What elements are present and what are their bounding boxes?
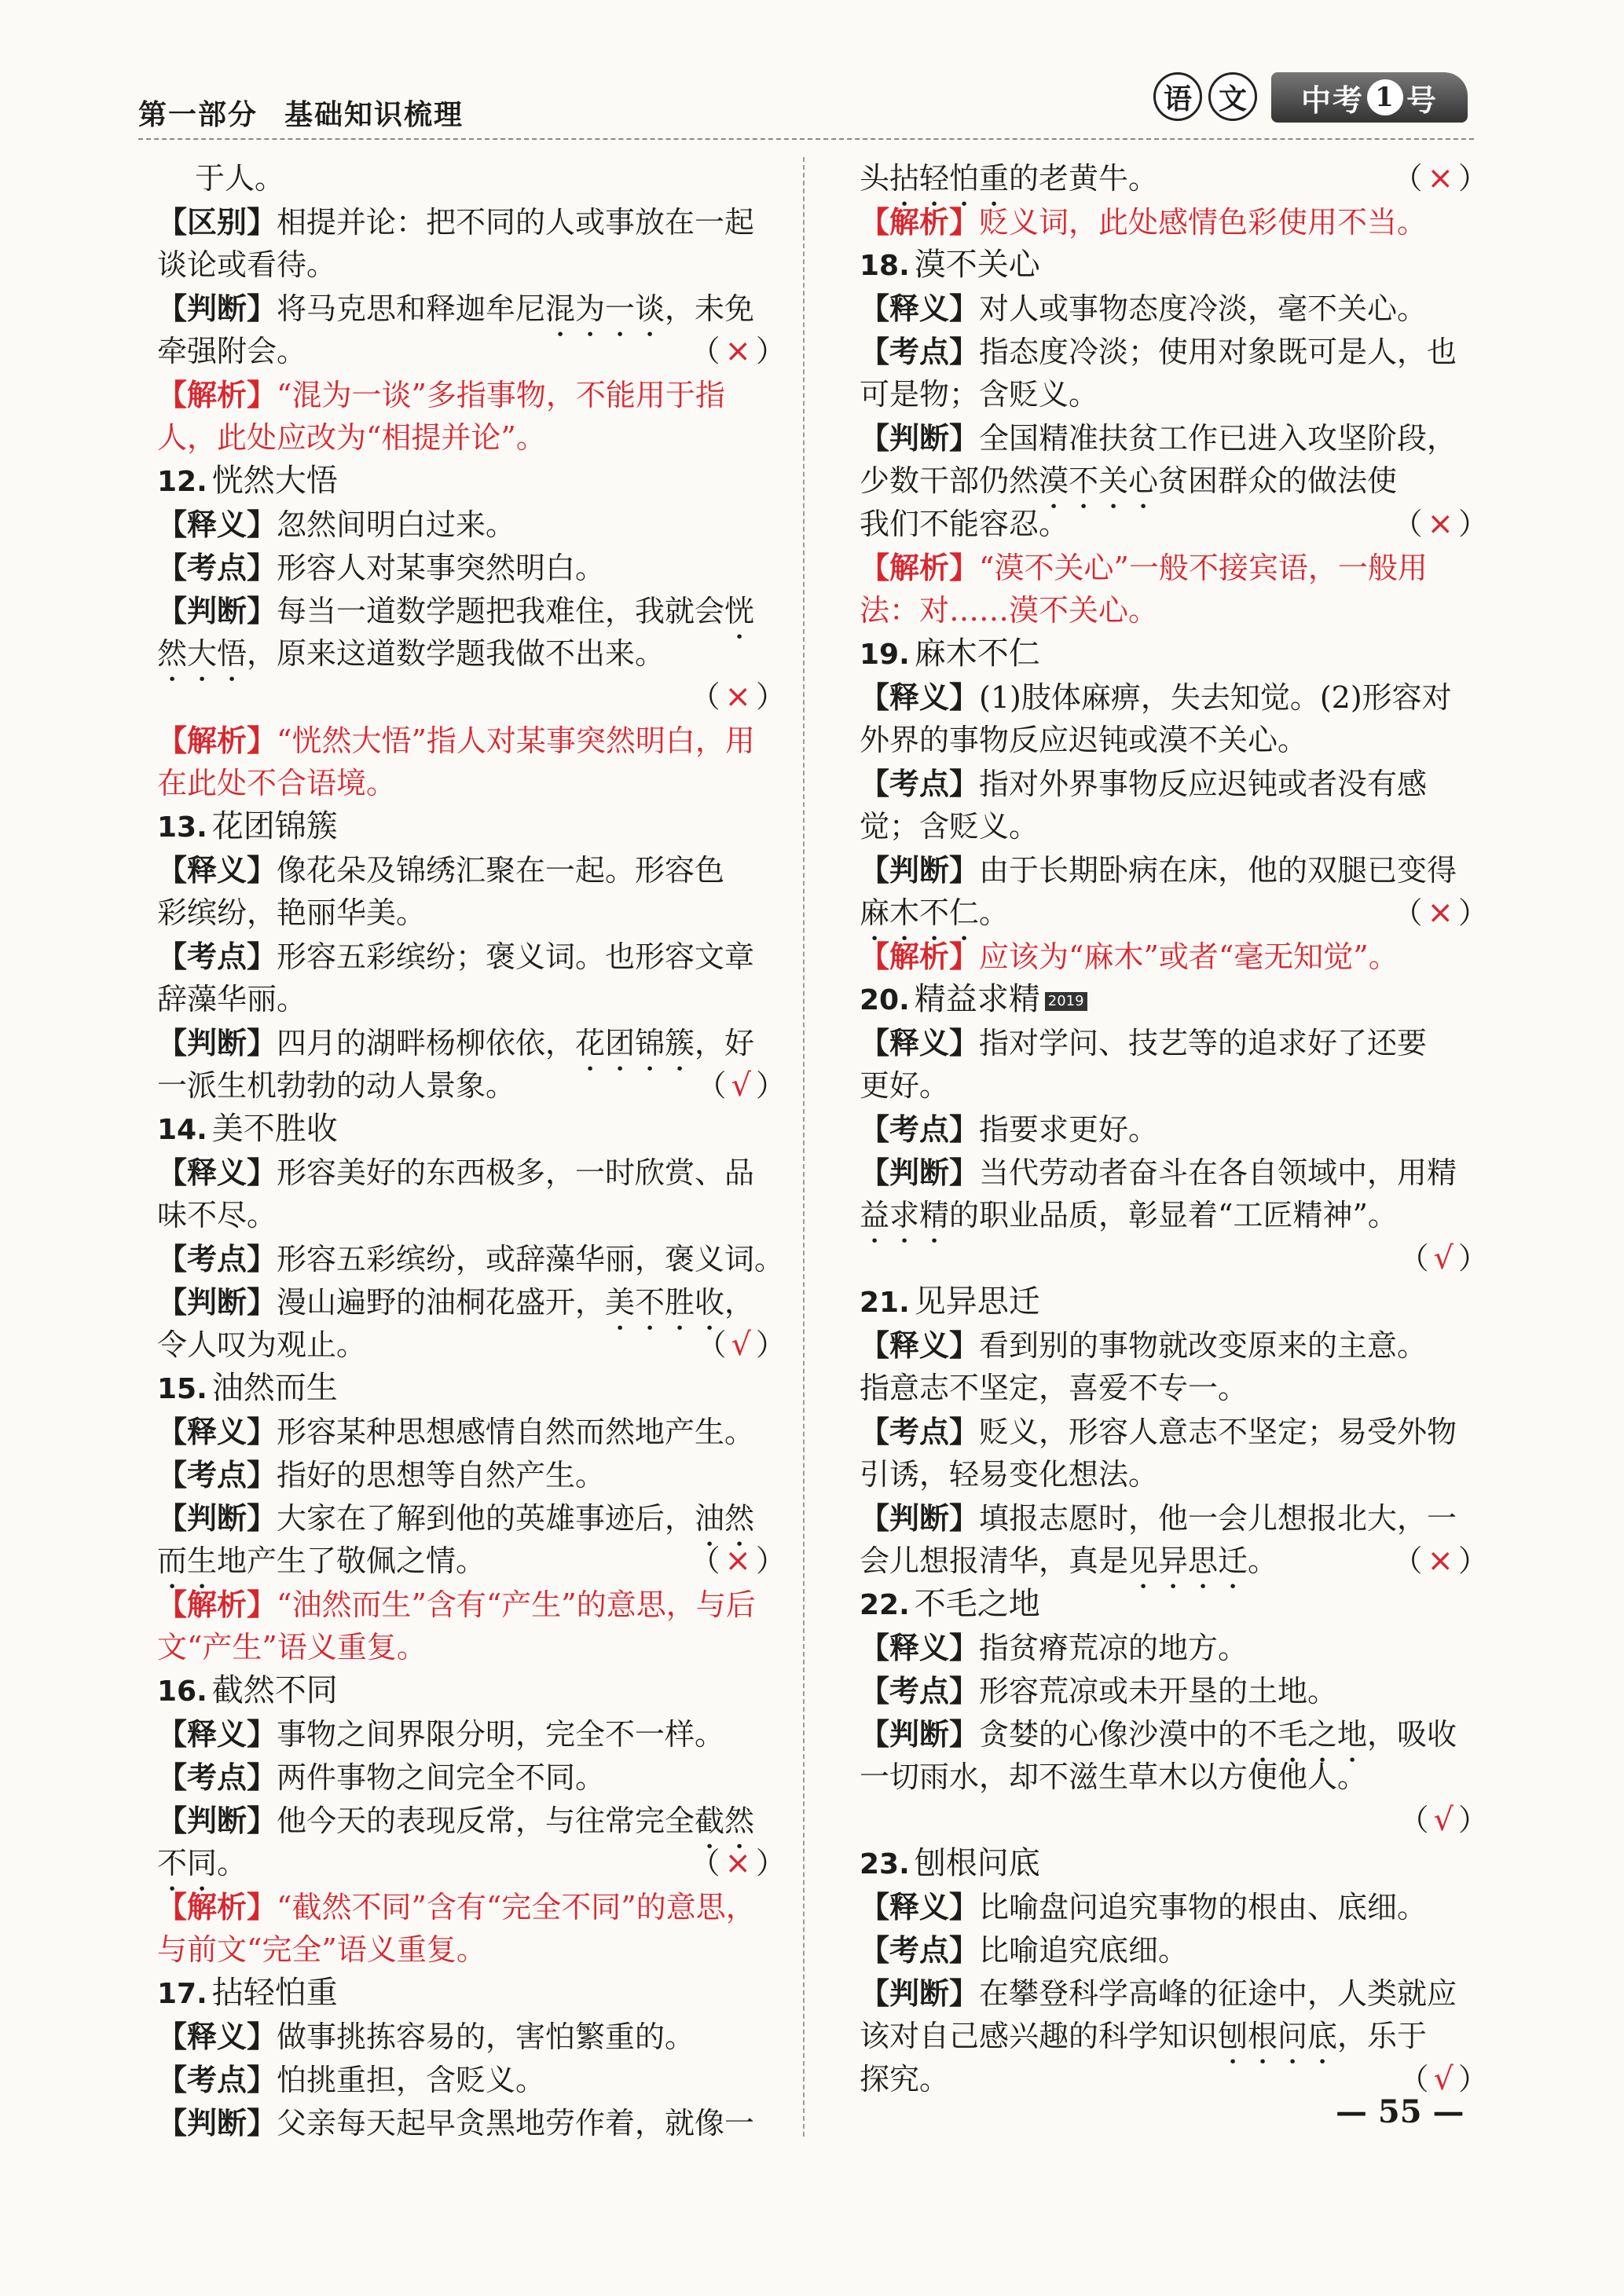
- text-line: 【判断】由于长期卧病在床，他的双腿已变得: [860, 852, 1457, 888]
- running-header: [138, 93, 490, 133]
- text-line: 【考点】形容五彩缤纷；褒义词。也形容文章: [157, 939, 755, 974]
- text-line: 【释义】形容美好的东西极多，一时欣赏、品: [157, 1155, 755, 1190]
- text-line: 【释义】比喻盘问追究事物的根由、底细。: [860, 1889, 1428, 1924]
- text-line: 【释义】形容某种思想感情自然而然地产生。: [157, 1414, 755, 1449]
- text-line: 于人。: [195, 161, 285, 196]
- analysis-line: 【解析】“漠不关心”一般不接宾语，一般用: [860, 550, 1428, 585]
- left-column: [157, 157, 786, 2144]
- analysis-line: 【解析】“混为一谈”多指事物，不能用于指: [157, 377, 725, 412]
- brand-tab: [1271, 72, 1468, 123]
- text-line: 【判断】贪婪的心像沙漠中的不毛之地，吸收: [860, 1716, 1457, 1752]
- entry-title: 13. 花团锦簇: [157, 808, 338, 844]
- text-line: 【释义】(1)肢体麻痹，失去知觉。(2)形容对: [860, 679, 1452, 715]
- text-line: 引诱，轻易变化想法。: [860, 1457, 1159, 1492]
- brand-post: 号: [1406, 82, 1439, 118]
- text-line: 该对自己感兴趣的科学知识刨根问底，乐于: [860, 2019, 1428, 2053]
- entry-title: 15. 油然而生: [157, 1370, 338, 1406]
- text-line: 【考点】形容五彩缤纷，或辞藻华丽，褒义词。: [157, 1241, 785, 1276]
- right-column: [860, 157, 1488, 2101]
- text-line: 而生地产生了敬佩之情。 （ × ）: [157, 1540, 786, 1583]
- entry-title: 22. 不毛之地: [860, 1586, 1040, 1622]
- text-line: 【释义】指贫瘠荒凉的地方。: [860, 1630, 1248, 1665]
- year-badge: 2019: [1045, 992, 1087, 1011]
- text-line: 一派生机勃勃的动人景象。 （ √ ）: [157, 1064, 786, 1108]
- answer-mark: （ × ）: [1392, 895, 1488, 931]
- text-line: 【释义】事物之间界限分明，完全不一样。: [157, 1716, 725, 1752]
- answer-mark: （ × ）: [690, 1543, 786, 1579]
- entry-title: 18. 漠不关心: [860, 247, 1040, 283]
- part-label: 第一部分: [138, 98, 258, 131]
- text-line: 【区别】相提并论：把不同的人或事放在一起: [157, 204, 755, 240]
- text-line: 【释义】做事挑拣容易的，害怕繁重的。: [157, 2019, 695, 2054]
- entry-title: 16. 截然不同: [157, 1672, 338, 1708]
- text-line: 【判断】当代劳动者奋斗在各自领域中，用精: [860, 1155, 1457, 1190]
- text-line: 少数干部仍然漠不关心贫困群众的做法使: [860, 463, 1398, 498]
- section-label: 基础知识梳理: [284, 98, 464, 131]
- entry-title: 14. 美不胜收: [157, 1111, 338, 1147]
- subject-char-2: 文: [1208, 72, 1257, 121]
- analysis-line: 【解析】“截然不同”含有“完全不同”的意思，: [157, 1889, 756, 1924]
- text-line: 一切雨水，却不滋生草木以方便他人。: [860, 1760, 1368, 1794]
- text-line: 我们不能容忍。 （ × ）: [860, 503, 1488, 546]
- analysis-line: 人，此处应改为“相提并论”。: [157, 420, 546, 455]
- text-line: 【释义】像花朵及锦绣汇聚在一起。形容色: [157, 852, 725, 888]
- text-line: 指意志不坚定，喜爱不专一。: [860, 1371, 1248, 1405]
- answer-mark: （ × ）: [1392, 506, 1488, 542]
- entry-title: 20. 精益求精 2019: [860, 978, 1488, 1021]
- text-line: 益求精的职业品质，彰显着“工匠精神”。: [860, 1198, 1398, 1232]
- answer-mark: （ × ）: [1392, 1543, 1488, 1579]
- text-line: 【判断】大家在了解到他的英雄事迹后，油然: [157, 1500, 755, 1536]
- text-line: 【释义】忽然间明白过来。: [157, 507, 516, 542]
- text-line: 【判断】漫山遍野的油桐花盛开，美不胜收，: [157, 1284, 755, 1320]
- answer-mark: （ √ ）: [696, 1067, 786, 1104]
- entry-title: 23. 刨根问底: [860, 1845, 1040, 1881]
- text-line: 【判断】四月的湖畔杨柳依依，花团锦簇，好: [157, 1025, 755, 1060]
- page-number: — 55 —: [1336, 2093, 1465, 2130]
- analysis-line: 【解析】“油然而生”含有“产生”的意思，与后: [157, 1587, 756, 1622]
- text-line: 【判断】填报志愿时，他一会儿想报北大，一: [860, 1500, 1457, 1536]
- text-line: 探究。 （ √ ）: [860, 2058, 1488, 2101]
- text-line: 外界的事物反应迟钝或漠不关心。: [860, 723, 1308, 757]
- entry-title: 17. 拈轻怕重: [157, 1975, 338, 2011]
- text-line: 可是物；含贬义。: [860, 377, 1099, 412]
- text-line: 谈论或看待。: [157, 247, 337, 282]
- analysis-line: 【解析】应该为“麻木”或者“毫无知觉”。: [860, 939, 1399, 974]
- text-line: 【判断】他今天的表现反常，与往常完全截然: [157, 1803, 755, 1838]
- text-line: 【考点】指好的思想等自然产生。: [157, 1457, 606, 1492]
- text-line: 【考点】比喻追究底细。: [860, 1932, 1189, 1968]
- text-line: 【判断】将马克思和释迦牟尼混为一谈，未免: [157, 291, 755, 326]
- analysis-line: 法：对……漠不关心。: [860, 593, 1159, 628]
- text-line: 彩缤纷，艳丽华美。: [157, 895, 427, 930]
- answer-mark: （ × ）: [690, 1845, 786, 1881]
- text-line: 【考点】指对外界事物反应迟钝或者没有感: [860, 766, 1428, 801]
- text-line: 麻木不仁。 （ × ）: [860, 892, 1488, 935]
- text-line: 【判断】每当一道数学题把我难住，我就会恍: [157, 593, 755, 628]
- text-line: 辞藻华丽。: [157, 982, 307, 1016]
- text-line: 【考点】形容人对某事突然明白。: [157, 550, 606, 585]
- analysis-line: 【解析】“恍然大悟”指人对某事突然明白，用: [157, 723, 755, 758]
- text-line: 【考点】指要求更好。: [860, 1111, 1159, 1147]
- answer-mark: （ √ ）: [1399, 2061, 1488, 2097]
- answer-mark: （ × ）: [1392, 160, 1488, 196]
- text-line: [860, 1799, 1488, 1842]
- text-line: 【释义】看到别的事物就改变原来的主意。: [860, 1327, 1428, 1363]
- text-line: 牵强附会。 （ × ）: [157, 330, 786, 373]
- column-divider: [803, 157, 805, 2137]
- text-line: 【考点】两件事物之间完全不同。: [157, 1760, 606, 1795]
- text-line: 【考点】怕挑重担，含贬义。: [157, 2062, 546, 2097]
- text-line: 【考点】指态度冷淡；使用对象既可是人，也: [860, 334, 1457, 369]
- brand-number: 1: [1367, 79, 1403, 115]
- text-line: 味不尽。: [157, 1198, 277, 1232]
- analysis-line: 文“产生”语义重复。: [157, 1630, 427, 1664]
- text-line: 更好。: [860, 1068, 950, 1103]
- header-divider: [138, 138, 1474, 140]
- text-line: 【判断】父亲每天起早贪黑地劳作着，就像一: [157, 2105, 755, 2140]
- text-line: 令人叹为观止。 （ √ ）: [157, 1324, 786, 1367]
- answer-mark: （ × ）: [690, 333, 786, 369]
- text-line: 不同。 （ × ）: [157, 1842, 786, 1885]
- text-line: 觉；含贬义。: [860, 809, 1039, 844]
- analysis-line: 与前文“完全”语义重复。: [157, 1932, 486, 1967]
- text-line: 【考点】贬义，形容人意志不坚定；易受外物: [860, 1414, 1457, 1449]
- text-line: [860, 1237, 1488, 1280]
- text-line: 【释义】对人或事物态度冷淡，毫不关心。: [860, 291, 1428, 326]
- answer-mark: （ √ ）: [1399, 1240, 1488, 1276]
- text-line: 【判断】在攀登科学高峰的征途中，人类就应: [860, 1976, 1457, 2011]
- entry-title: 21. 见异思迁: [860, 1283, 1040, 1320]
- answer-mark: （ √ ）: [696, 1327, 786, 1363]
- text-line: 头拈轻怕重的老黄牛。 （ × ）: [860, 157, 1488, 200]
- answer-mark: （ × ）: [690, 679, 786, 715]
- text-line: 然大悟，原来这道数学题我做不出来。: [157, 636, 665, 671]
- text-line: 会儿想报清华，真是见异思迁。 （ × ）: [860, 1540, 1488, 1583]
- entry-title: 19. 麻木不仁: [860, 635, 1040, 672]
- text-line: 【释义】指对学问、技艺等的追求好了还要: [860, 1025, 1428, 1060]
- entry-title: 12. 恍然大悟: [157, 463, 338, 499]
- text-line: [157, 676, 786, 719]
- subject-badge: [1153, 72, 1257, 121]
- text-line: 【判断】全国精准扶贫工作已进入攻坚阶段，: [860, 420, 1457, 456]
- analysis-line: 在此处不合语境。: [157, 766, 397, 800]
- brand-pre: 中考: [1300, 82, 1364, 118]
- text-line: 【考点】形容荒凉或未开垦的土地。: [860, 1673, 1338, 1708]
- subject-char-1: 语: [1153, 72, 1202, 121]
- answer-mark: （ √ ）: [1399, 1802, 1488, 1838]
- analysis-line: 【解析】贬义词，此处感情色彩使用不当。: [860, 204, 1428, 240]
